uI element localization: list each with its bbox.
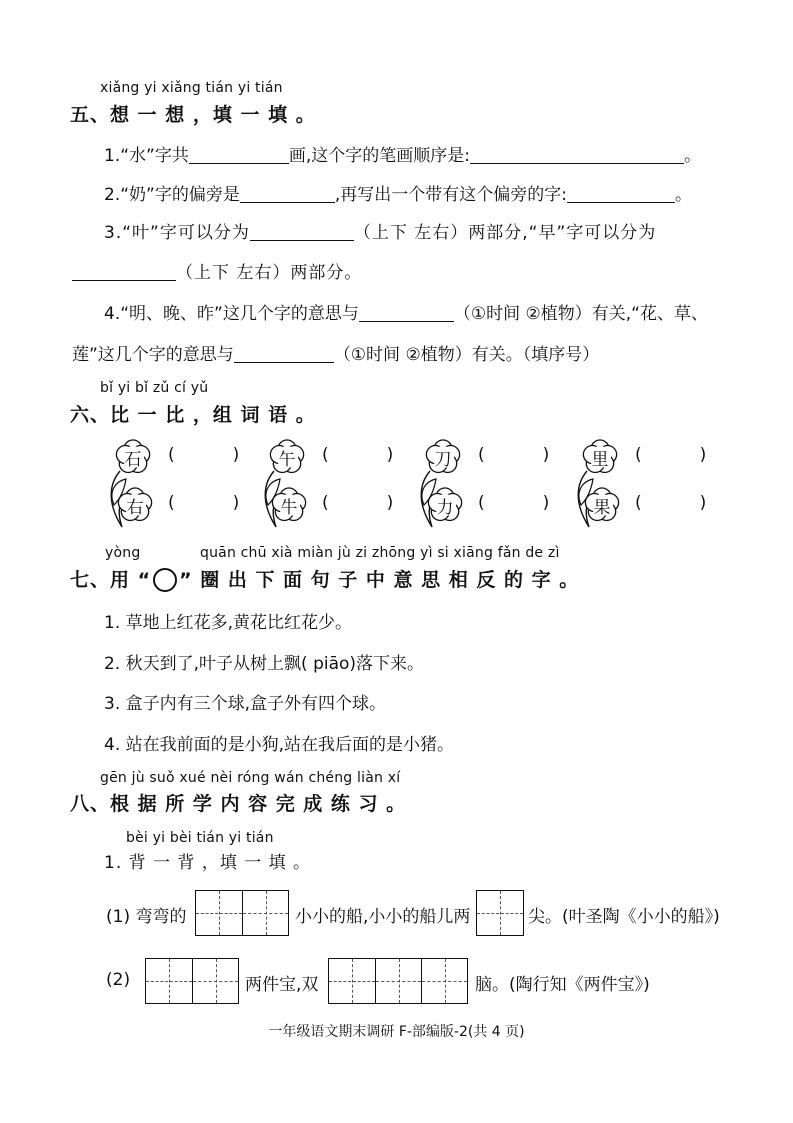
section5-q2: [104, 180, 692, 205]
answer-paren-bottom[interactable]: [478, 493, 549, 513]
q2-text-b: ,再写出一个带有这个偏旁的字:: [334, 185, 567, 205]
grid-cell[interactable]: [146, 959, 192, 1003]
paren-close: ): [699, 445, 707, 465]
answer-paren-bottom[interactable]: [635, 493, 706, 513]
paren-close: ): [386, 445, 394, 465]
pair-char-top: 刀: [434, 450, 452, 470]
q4-text-c: 莲”这几个字的意思与: [72, 345, 234, 365]
paren-close: ): [542, 445, 550, 465]
section5-q4-cont: [72, 340, 599, 365]
paren-open: (: [478, 445, 485, 465]
pair-char-top: 里: [591, 450, 609, 470]
section7-title: [70, 565, 579, 592]
section8-title: 八、根 据 所 学 内 容 完 成 练 习 。: [70, 793, 407, 815]
q1-text-b: 画,这个字的笔画顺序是:: [288, 146, 470, 166]
recite-grid-1[interactable]: [195, 890, 289, 936]
q1-text-c: 。: [683, 146, 701, 166]
pair-char-bottom: 力: [436, 498, 454, 518]
q2-text-c: 。: [674, 185, 692, 205]
answer-paren-top[interactable]: [478, 445, 549, 465]
recite-line1-text-c: 尖。(叶圣陶《小小的船》): [528, 907, 720, 927]
section8-pinyin: gēn jù suǒ xué nèi róng wán chéng liàn xí: [100, 770, 401, 786]
paren-open: (: [322, 445, 329, 465]
recite-grid-3[interactable]: [145, 958, 239, 1004]
section5-q3-cont: [72, 258, 362, 283]
recite-line2-text-c: 脑。(陶行知《两件宝》): [475, 975, 650, 995]
pair-char-top: 石: [124, 450, 142, 470]
section7-title-b: ” 圈 出 下 面 句 子 中 意 思 相 反 的 字 。: [179, 569, 580, 591]
recite-grid-4[interactable]: [328, 958, 468, 1004]
grid-cell[interactable]: [329, 959, 375, 1003]
answer-paren-bottom[interactable]: [168, 493, 239, 513]
q3-blank-zao[interactable]: [72, 262, 176, 281]
q4-blank-2[interactable]: [234, 344, 334, 363]
pair-char-top: 午: [278, 450, 296, 470]
pair-char-bottom: 果: [593, 498, 611, 518]
paren-open: (: [635, 445, 642, 465]
paren-close: ): [542, 493, 550, 513]
answer-paren-top[interactable]: [635, 445, 706, 465]
q3-blank-ye[interactable]: [250, 222, 354, 241]
recite-line1-text-b: 小小的船,小小的船儿两: [295, 907, 471, 927]
grid-cell[interactable]: [375, 959, 421, 1003]
paren-open: (: [478, 493, 485, 513]
grid-cell[interactable]: [477, 891, 523, 935]
section7-pinyin-b: quān chū xià miàn jù zi zhōng yì si xiāng fǎn de zì: [200, 545, 560, 561]
section5-pinyin: xiǎng yi xiǎng tián yi tián: [100, 80, 283, 96]
grid-cell[interactable]: [242, 891, 288, 935]
section5-title: 五、想 一 想 ，填 一 填 。: [70, 104, 316, 126]
recite-line1-text-a: (1) 弯弯的: [106, 907, 187, 927]
paren-close: ): [386, 493, 394, 513]
q3-text-a: 3.“叶”字可以分为: [104, 223, 250, 243]
section7-title-a: 七、用 “: [70, 569, 152, 591]
q3-text-b: （上下 左右）两部分,“早”字可以分为: [353, 223, 657, 243]
section8-sub-pinyin: bèi yi bèi tián yi tián: [126, 830, 274, 846]
section6-title: 六、比 一 比 ，组 词 语 。: [70, 404, 316, 426]
paren-open: (: [322, 493, 329, 513]
q4-text-b: （①时间 ②植物）有关,“花、草、: [453, 304, 708, 324]
paren-close: ): [232, 445, 240, 465]
paren-open: (: [168, 445, 175, 465]
section8-sub-title: 1. 背 一 背 ，填 一 填 。: [104, 853, 312, 873]
answer-paren-bottom[interactable]: [322, 493, 393, 513]
paren-close: ): [232, 493, 240, 513]
grid-cell[interactable]: [421, 959, 467, 1003]
answer-paren-top[interactable]: [322, 445, 393, 465]
answer-paren-top[interactable]: [168, 445, 239, 465]
q1-text-a: 1.“水”字共: [104, 146, 189, 166]
q2-text-a: 2.“奶”字的偏旁是: [104, 185, 240, 205]
section7-item-3[interactable]: 3. 盒子内有三个球,盒子外有四个球。: [104, 694, 387, 714]
paren-open: (: [635, 493, 642, 513]
recite-grid-2[interactable]: [476, 890, 524, 936]
section7-item-1[interactable]: 1. 草地上红花多,黄花比红花少。: [104, 613, 353, 633]
section5-q3: [104, 218, 656, 243]
q4-blank-1[interactable]: [359, 303, 454, 322]
paren-open: (: [168, 493, 175, 513]
pair-char-bottom: 右: [126, 498, 144, 518]
q2-blank-char[interactable]: [567, 184, 675, 203]
grid-cell[interactable]: [192, 959, 238, 1003]
circle-icon: [153, 568, 177, 592]
section7-item-4[interactable]: 4. 站在我前面的是小狗,站在我后面的是小猪。: [104, 735, 455, 755]
q2-blank-radical[interactable]: [240, 184, 335, 203]
section5-q4: [104, 299, 708, 324]
grid-cell[interactable]: [196, 891, 242, 935]
section6-pinyin: bǐ yi bǐ zǔ cí yǔ: [100, 380, 209, 396]
q1-blank-order[interactable]: [470, 145, 684, 164]
recite-line2-text-a: (2): [106, 970, 131, 990]
pair-char-bottom: 牛: [280, 498, 298, 518]
q4-text-a: 4.“明、晚、昨”这几个字的意思与: [104, 304, 359, 324]
recite-line2-text-b: 两件宝,双: [245, 975, 319, 995]
section7-pinyin-a: yòng: [105, 545, 141, 561]
q3-text-c: （上下 左右）两部分。: [176, 263, 363, 283]
page-footer: 一年级语文期末调研 F-部编版-2(共 4 页): [268, 1024, 525, 1040]
section5-q1: [104, 141, 701, 166]
q1-blank-count[interactable]: [189, 145, 289, 164]
section7-item-2[interactable]: 2. 秋天到了,叶子从树上飘( piāo)落下来。: [104, 654, 425, 674]
q4-text-d: （①时间 ②植物）有关。（填序号）: [333, 345, 600, 365]
paren-close: ): [699, 493, 707, 513]
